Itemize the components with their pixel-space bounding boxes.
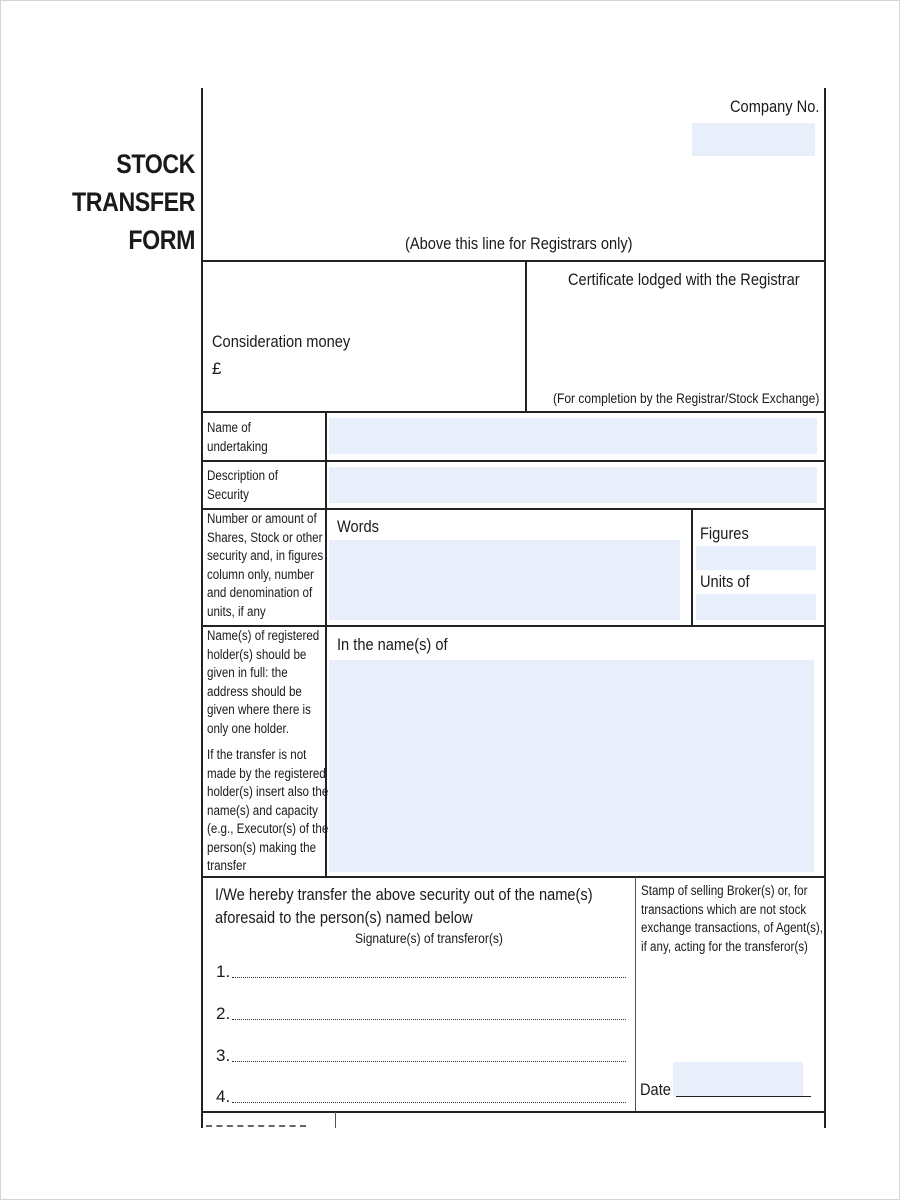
holders-label [207, 627, 319, 738]
divider [525, 261, 527, 411]
label-line: given where there is [207, 702, 311, 717]
right-border [824, 88, 826, 1128]
certificate-label: Certificate lodged with the Registrar [568, 270, 800, 289]
title-line: STOCK [116, 149, 195, 179]
security-desc-label [207, 467, 278, 504]
signature-number: 1. [216, 962, 231, 981]
title-line: FORM [128, 225, 195, 255]
label-line: name(s) and capacity [207, 802, 318, 818]
holders-field[interactable] [329, 660, 814, 872]
divider [201, 1111, 826, 1113]
label-line: column only, number [207, 566, 314, 582]
label-line: if any, acting for the transferor(s) [641, 938, 808, 954]
label-line: holder(s) should be [207, 646, 307, 662]
left-border [201, 88, 203, 1128]
label-line: Shares, Stock or other [207, 529, 323, 545]
signature-line-4[interactable] [232, 1102, 626, 1103]
label-line: transactions which are not stock [641, 901, 807, 917]
company-no-field[interactable] [692, 123, 815, 156]
consideration-label: Consideration money [212, 332, 351, 351]
label-line: undertaking [207, 438, 268, 454]
signature-line-3[interactable] [232, 1061, 626, 1062]
label-line: exchange transactions, of Agent(s), [641, 920, 823, 935]
signature-number: 3. [216, 1046, 231, 1065]
registrars-note: (Above this line for Registrars only) [405, 234, 633, 253]
amount-label [207, 510, 323, 621]
label-line: Name(s) of registered [207, 628, 320, 643]
date-label: Date [640, 1080, 671, 1099]
date-underline [676, 1096, 811, 1097]
label-line: only one holder. [207, 720, 289, 736]
divider [201, 411, 826, 413]
in-names-label: In the name(s) of [337, 635, 448, 654]
signature-number: 4. [216, 1087, 231, 1106]
transfer-statement [215, 883, 593, 929]
figures-label: Figures [700, 524, 749, 543]
undertaking-field[interactable] [329, 418, 817, 454]
label-line: and denomination of [207, 585, 313, 600]
label-line: (e.g., Executor(s) of the [207, 821, 329, 836]
security-desc-field[interactable] [329, 467, 817, 503]
completion-note: (For completion by the Registrar/Stock Exchange) [553, 390, 820, 406]
divider [691, 508, 693, 625]
form-title [72, 145, 195, 259]
signature-line-2[interactable] [232, 1019, 626, 1020]
signature-label: Signature(s) of transferor(s) [355, 930, 503, 946]
divider [635, 877, 636, 1111]
divider [201, 876, 826, 878]
divider [335, 1112, 336, 1128]
signature-number: 2. [216, 1004, 231, 1023]
label-line: Number or amount of [207, 511, 317, 526]
figures-field[interactable] [696, 546, 816, 570]
label-line: security and, in figures [207, 548, 324, 563]
undertaking-label [207, 419, 268, 456]
label-line: made by the registered [207, 765, 326, 781]
truncated-text [206, 1122, 306, 1128]
divider [201, 260, 826, 262]
divider [201, 460, 826, 462]
units-field[interactable] [696, 594, 816, 620]
company-no-label: Company No. [730, 97, 820, 116]
words-field[interactable] [329, 540, 680, 620]
label-line: transfer [207, 858, 247, 873]
label-line: address should be [207, 683, 302, 699]
label-line: units, if any [207, 603, 266, 619]
label-line: Description of [207, 468, 278, 483]
currency-symbol: £ [212, 359, 222, 378]
words-label: Words [337, 517, 379, 536]
capacity-label [207, 746, 328, 876]
label-line: Name of [207, 420, 251, 435]
statement-line: I/We hereby transfer the above security out of the name(s) [215, 885, 593, 904]
label-line: given in full: the [207, 665, 288, 680]
label-line: person(s) making the [207, 839, 317, 855]
date-field[interactable] [673, 1062, 803, 1096]
title-line: TRANSFER [72, 187, 195, 217]
units-label: Units of [700, 572, 750, 591]
label-line: Stamp of selling Broker(s) or, for [641, 883, 808, 898]
label-line: If the transfer is not [207, 747, 307, 762]
label-line: Security [207, 486, 249, 502]
statement-line: aforesaid to the person(s) named below [215, 908, 473, 927]
label-line: holder(s) insert also the [207, 784, 329, 799]
signature-line-1[interactable] [232, 977, 626, 978]
stamp-label [641, 882, 823, 956]
